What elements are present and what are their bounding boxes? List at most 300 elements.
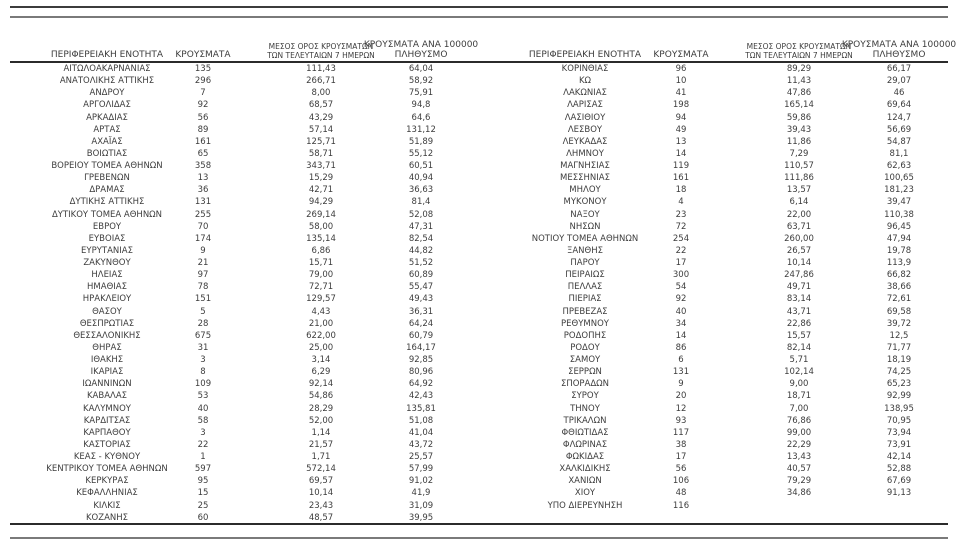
per100k-cell: 12,5	[889, 330, 909, 341]
avg7-cell: 7,00	[789, 403, 809, 414]
cases-cell: 23	[675, 209, 687, 220]
region-cell: ΗΛΕΙΑΣ	[91, 270, 123, 281]
per100k-cell: 91,13	[886, 488, 912, 499]
per100k-cell: 52,88	[886, 464, 912, 475]
per100k-cell: 80,96	[408, 367, 434, 378]
column-header-per100k	[842, 40, 956, 60]
region-cell: ΧΑΛΚΙΔΙΚΗΣ	[559, 464, 611, 475]
avg7-cell: 99,00	[786, 427, 812, 438]
table-row	[496, 463, 956, 475]
cases-cell: 65	[197, 148, 209, 159]
avg7-cell: 1,71	[311, 452, 331, 462]
cases-cell: 92	[675, 294, 687, 305]
cases-cell: 255	[194, 209, 212, 220]
region-cell: ΠΑΡΟΥ	[570, 258, 600, 268]
per100k-cell: 94,8	[411, 100, 431, 111]
avg7-cell: 10,14	[308, 488, 334, 499]
cases-cell: 135	[194, 64, 212, 74]
avg7-cell: 15,29	[308, 173, 334, 184]
cases-cell: 131	[194, 197, 212, 208]
per100k-cell: 67,69	[886, 476, 912, 487]
region-cell: ΜΕΣΣΗΝΙΑΣ	[560, 173, 610, 184]
region-cell: ΝΑΞΟΥ	[570, 209, 600, 220]
avg7-cell: 266,71	[306, 76, 336, 87]
cases-cell: 28	[197, 318, 209, 329]
avg7-cell: 92,14	[308, 379, 334, 390]
avg7-cell: 42,71	[308, 185, 334, 196]
region-cell: ΕΒΡΟΥ	[92, 221, 122, 232]
per100k-cell: 39,72	[886, 318, 912, 329]
region-cell: ΑΝΔΡΟΥ	[89, 88, 125, 99]
per100k-cell: 46	[893, 88, 905, 99]
per100k-cell: 82,54	[408, 233, 434, 244]
cases-cell: 198	[672, 100, 690, 111]
cases-cell: 18	[675, 185, 687, 196]
column-header-region: ΠΕΡΙΦΕΡΕΙΑΚΗ ΕΝΟΤΗΤΑ	[528, 50, 642, 60]
per100k-cell: 100,65	[884, 173, 914, 184]
cases-cell: 72	[675, 221, 687, 232]
left-table	[18, 63, 478, 524]
region-cell: ΚΟΡΙΝΘΙΑΣ	[561, 64, 609, 74]
table-row	[496, 87, 956, 99]
region-cell: ΑΡΚΑΔΙΑΣ	[86, 112, 128, 123]
avg7-cell: 622,00	[306, 330, 336, 341]
table-row	[496, 221, 956, 233]
cases-cell: 3	[200, 427, 206, 438]
table-row	[496, 257, 956, 269]
table-row	[496, 124, 956, 136]
cases-cell: 597	[194, 464, 212, 475]
avg7-cell: 21,00	[308, 318, 334, 329]
left-table-header	[18, 22, 478, 60]
avg7-cell: 72,71	[308, 282, 334, 293]
column-header-region: ΠΕΡΙΦΕΡΕΙΑΚΗ ΕΝΟΤΗΤΑ	[50, 50, 164, 60]
per100k-cell: 110,38	[884, 209, 914, 220]
column-header-per100k-line2: ΠΛΗΘΥΣΜΟ	[872, 50, 926, 60]
per100k-cell: 56,69	[886, 124, 912, 135]
per100k-cell: 39,95	[408, 512, 434, 523]
region-cell: ΚΕΑΣ - ΚΥΘΝΟΥ	[73, 452, 141, 462]
region-cell: ΘΕΣΠΡΩΤΙΑΣ	[79, 318, 135, 329]
cases-cell: 92	[197, 100, 209, 111]
per100k-cell: 31,09	[408, 500, 434, 511]
avg7-cell: 125,71	[306, 136, 336, 147]
region-cell: ΒΟΙΩΤΙΑΣ	[86, 148, 128, 159]
region-cell: ΚΑΣΤΟΡΙΑΣ	[83, 439, 131, 450]
per100k-cell: 51,89	[408, 136, 434, 147]
table-row	[496, 148, 956, 160]
per100k-cell: 81,1	[889, 148, 909, 159]
avg7-cell: 6,14	[789, 197, 809, 208]
top-rule-2	[10, 16, 948, 18]
table-row	[496, 99, 956, 111]
cases-cell: 6	[678, 355, 684, 365]
avg7-cell: 54,86	[308, 391, 334, 402]
cases-cell: 53	[197, 391, 209, 402]
table-row	[496, 172, 956, 184]
table-row	[18, 487, 478, 499]
table-row	[18, 500, 478, 512]
page-bottom-rule	[10, 537, 948, 539]
avg7-cell: 40,57	[786, 464, 812, 475]
cases-cell: 86	[675, 342, 687, 353]
per100k-cell: 181,23	[884, 185, 914, 196]
table-row	[496, 500, 956, 512]
cases-cell: 12	[675, 403, 687, 414]
region-cell: ΣΕΡΡΩΝ	[568, 367, 602, 378]
table-row	[496, 245, 956, 257]
table-row	[18, 403, 478, 415]
cases-cell: 41	[675, 88, 687, 99]
avg7-cell: 83,14	[786, 294, 812, 305]
avg7-cell: 22,86	[786, 318, 812, 329]
avg7-cell: 5,71	[789, 355, 809, 365]
region-cell: ΣΠΟΡΑΔΩΝ	[560, 379, 610, 390]
avg7-cell: 22,00	[786, 209, 812, 220]
table-row	[496, 233, 956, 245]
right-table-header	[496, 22, 956, 60]
cases-cell: 60	[197, 512, 209, 523]
region-cell: ΠΡΕΒΕΖΑΣ	[562, 306, 608, 317]
region-cell: ΧΙΟΥ	[574, 488, 596, 499]
table-row	[496, 451, 956, 463]
region-cell: ΙΘΑΚΗΣ	[90, 355, 124, 365]
cases-cell: 54	[675, 282, 687, 293]
cases-cell: 3	[200, 355, 206, 365]
per100k-cell: 47,94	[886, 233, 912, 244]
table-row	[496, 390, 956, 402]
per100k-cell: 57,99	[408, 464, 434, 475]
region-cell: ΒΟΡΕΙΟΥ ΤΟΜΕΑ ΑΘΗΝΩΝ	[51, 161, 163, 171]
region-cell: ΗΡΑΚΛΕΙΟΥ	[82, 294, 132, 305]
avg7-cell: 102,14	[784, 367, 814, 378]
region-cell: ΣΥΡΟΥ	[571, 391, 599, 402]
cases-cell: 174	[194, 233, 212, 244]
cases-cell: 97	[197, 270, 209, 281]
per100k-cell: 42,43	[408, 391, 434, 402]
region-cell: ΑΡΤΑΣ	[93, 124, 121, 135]
avg7-cell: 89,29	[786, 64, 812, 74]
per100k-cell: 60,89	[408, 270, 434, 281]
per100k-cell: 164,17	[406, 342, 436, 353]
table-row	[18, 136, 478, 148]
region-cell: ΙΩΑΝΝΙΝΩΝ	[82, 379, 132, 390]
avg7-cell: 1,14	[311, 427, 331, 438]
table-row	[18, 512, 478, 524]
avg7-cell: 76,86	[786, 415, 812, 426]
per100k-cell: 19,78	[886, 245, 912, 256]
cases-cell: 254	[672, 233, 690, 244]
region-cell: ΠΙΕΡΙΑΣ	[568, 294, 602, 305]
table-row	[18, 378, 478, 390]
per100k-cell: 64,92	[408, 379, 434, 390]
per100k-cell: 64,6	[411, 112, 431, 123]
per100k-cell: 41,9	[411, 488, 431, 499]
per100k-cell: 65,23	[886, 379, 912, 390]
cases-cell: 358	[194, 161, 212, 171]
avg7-cell: 58,71	[308, 148, 334, 159]
column-header-avg7-line1: ΜΕΣΟΣ ΟΡΟΣ ΚΡΟΥΣΜΑΤΩΝ	[268, 42, 374, 51]
region-cell: ΡΟΔΟΠΗΣ	[563, 330, 607, 341]
column-header-per100k-line1: ΚΡΟΥΣΜΑΤΑ ΑΝΑ 100000	[363, 40, 479, 50]
cases-cell: 17	[675, 258, 687, 268]
table-row	[18, 148, 478, 160]
table-row	[496, 475, 956, 487]
per100k-cell: 113,9	[886, 258, 912, 268]
avg7-cell: 110,57	[784, 161, 814, 171]
per100k-cell: 42,14	[886, 452, 912, 462]
table-row	[18, 245, 478, 257]
table-row	[18, 172, 478, 184]
avg7-cell: 11,43	[786, 76, 812, 87]
cases-cell: 9	[200, 245, 206, 256]
avg7-cell: 6,86	[311, 245, 331, 256]
table-row	[496, 269, 956, 281]
table-row	[496, 403, 956, 415]
avg7-cell: 572,14	[306, 464, 336, 475]
table-row	[496, 306, 956, 318]
per100k-cell: 75,91	[408, 88, 434, 99]
region-cell: ΣΑΜΟΥ	[569, 355, 601, 365]
avg7-cell: 59,86	[786, 112, 812, 123]
cases-cell: 109	[194, 379, 212, 390]
cases-cell: 14	[675, 330, 687, 341]
per100k-cell: 58,92	[408, 76, 434, 87]
per100k-cell: 60,51	[408, 161, 434, 171]
per100k-cell: 40,94	[408, 173, 434, 184]
cases-cell: 22	[675, 245, 687, 256]
table-row	[496, 318, 956, 330]
per100k-cell: 38,66	[886, 282, 912, 293]
cases-cell: 56	[197, 112, 209, 123]
avg7-cell: 28,29	[308, 403, 334, 414]
region-cell: ΗΜΑΘΙΑΣ	[87, 282, 127, 293]
cases-cell: 94	[675, 112, 687, 123]
cases-cell: 25	[197, 500, 209, 511]
column-header-per100k	[364, 40, 478, 60]
avg7-cell: 49,71	[786, 282, 812, 293]
region-cell: ΤΡΙΚΑΛΩΝ	[563, 415, 607, 426]
cases-cell: 13	[197, 173, 209, 184]
region-cell: ΙΚΑΡΙΑΣ	[90, 367, 124, 378]
per100k-cell: 25,57	[408, 452, 434, 462]
region-cell: ΛΑΣΙΘΙΟΥ	[564, 112, 606, 123]
cases-cell: 96	[675, 64, 687, 74]
table-row	[18, 342, 478, 354]
table-row	[18, 390, 478, 402]
cases-cell: 38	[675, 439, 687, 450]
region-cell: ΤΗΝΟΥ	[570, 403, 600, 414]
table-row	[18, 330, 478, 342]
table-row	[18, 75, 478, 87]
region-cell: ΡΟΔΟΥ	[570, 342, 600, 353]
region-cell: ΔΥΤΙΚΗΣ ΑΤΤΙΚΗΣ	[69, 197, 145, 208]
per100k-cell: 66,17	[886, 64, 912, 74]
per100k-cell: 49,43	[408, 294, 434, 305]
cases-cell: 106	[672, 476, 690, 487]
table-row	[18, 281, 478, 293]
avg7-cell: 129,57	[306, 294, 336, 305]
per100k-cell: 92,85	[408, 355, 434, 365]
table-row	[496, 112, 956, 124]
avg7-cell: 82,14	[786, 342, 812, 353]
table-row	[18, 306, 478, 318]
per100k-cell: 36,31	[408, 306, 434, 317]
table-row	[18, 99, 478, 111]
cases-cell: 131	[672, 367, 690, 378]
region-cell: ΘΑΣΟΥ	[92, 306, 122, 317]
per100k-cell: 64,24	[408, 318, 434, 329]
cases-cell: 300	[672, 270, 690, 281]
table-row	[496, 209, 956, 221]
cases-cell: 10	[675, 76, 687, 87]
per100k-cell: 55,47	[408, 282, 434, 293]
region-cell: ΚΕΝΤΡΙΚΟΥ ΤΟΜΕΑ ΑΘΗΝΩΝ	[46, 464, 168, 475]
region-cell: ΞΑΝΘΗΣ	[567, 245, 603, 256]
avg7-cell: 260,00	[784, 233, 814, 244]
region-cell: ΧΑΝΙΩΝ	[568, 476, 602, 487]
table-row	[496, 293, 956, 305]
per100k-cell: 91,02	[408, 476, 434, 487]
region-cell: ΚΙΛΚΙΣ	[93, 500, 121, 511]
region-cell: ΚΑΛΥΜΝΟΥ	[83, 403, 131, 414]
per100k-cell: 74,25	[886, 367, 912, 378]
region-cell: ΥΠΟ ΔΙΕΡΕΥΝΗΣΗ	[547, 500, 623, 511]
region-cell: ΛΑΚΩΝΙΑΣ	[563, 88, 607, 99]
region-cell: ΔΡΑΜΑΣ	[89, 185, 125, 196]
per100k-cell: 39,47	[886, 197, 912, 208]
cases-cell: 151	[194, 294, 212, 305]
avg7-cell: 47,86	[786, 88, 812, 99]
region-cell: ΛΕΣΒΟΥ	[567, 124, 603, 135]
table-row	[18, 221, 478, 233]
avg7-cell: 21,57	[308, 439, 334, 450]
per100k-cell: 73,94	[886, 427, 912, 438]
avg7-cell: 343,71	[306, 161, 336, 171]
cases-cell: 21	[197, 258, 209, 268]
avg7-cell: 39,43	[786, 124, 812, 135]
table-row	[18, 87, 478, 99]
cases-cell: 40	[675, 306, 687, 317]
avg7-cell: 13,43	[786, 452, 812, 462]
table-row	[18, 209, 478, 221]
avg7-cell: 58,00	[308, 221, 334, 232]
cases-cell: 4	[678, 197, 684, 208]
per100k-cell: 66,82	[886, 270, 912, 281]
per100k-cell: 138,95	[884, 403, 914, 414]
per100k-cell: 71,77	[886, 342, 912, 353]
avg7-cell: 7,29	[789, 148, 809, 159]
cases-cell: 1	[200, 452, 206, 462]
avg7-cell: 52,00	[308, 415, 334, 426]
cases-cell: 89	[197, 124, 209, 135]
region-cell: ΕΥΡΥΤΑΝΙΑΣ	[81, 245, 133, 256]
avg7-cell: 111,43	[306, 64, 336, 74]
cases-cell: 675	[194, 330, 212, 341]
per100k-cell: 72,61	[886, 294, 912, 305]
avg7-cell: 43,71	[786, 306, 812, 317]
cases-cell: 40	[197, 403, 209, 414]
cases-cell: 31	[197, 342, 209, 353]
avg7-cell: 48,57	[308, 512, 334, 523]
per100k-cell: 69,64	[886, 100, 912, 111]
per100k-cell: 62,63	[886, 161, 912, 171]
table-row	[18, 439, 478, 451]
column-header-avg7-line2: ΤΩΝ ΤΕΛΕΥΤΑΙΩΝ 7 ΗΜΕΡΩΝ	[745, 50, 853, 60]
avg7-cell: 25,00	[308, 342, 334, 353]
per100k-cell: 135,81	[406, 403, 436, 414]
region-cell: ΜΑΓΝΗΣΙΑΣ	[560, 161, 610, 171]
region-cell: ΚΟΖΑΝΗΣ	[85, 512, 129, 523]
cases-cell: 14	[675, 148, 687, 159]
region-cell: ΜΥΚΟΝΟΥ	[563, 197, 607, 208]
per100k-cell: 131,12	[406, 124, 436, 135]
cases-cell: 13	[675, 136, 687, 147]
region-cell: ΜΗΛΟΥ	[569, 185, 601, 196]
table-row	[496, 415, 956, 427]
avg7-cell: 6,29	[311, 367, 331, 378]
region-cell: ΚΩ	[578, 76, 592, 87]
column-header-cases: ΚΡΟΥΣΜΑΤΑ	[653, 50, 709, 60]
region-cell: ΑΝΑΤΟΛΙΚΗΣ ΑΤΤΙΚΗΣ	[59, 76, 155, 87]
table-row	[18, 233, 478, 245]
avg7-cell: 8,00	[311, 88, 331, 99]
region-cell: ΔΥΤΙΚΟΥ ΤΟΜΕΑ ΑΘΗΝΩΝ	[51, 209, 163, 220]
region-cell: ΝΟΤΙΟΥ ΤΟΜΕΑ ΑΘΗΝΩΝ	[531, 233, 639, 244]
region-cell: ΕΥΒΟΙΑΣ	[88, 233, 126, 244]
table-row	[18, 318, 478, 330]
table-row	[496, 439, 956, 451]
per100k-cell: 64,04	[408, 64, 434, 74]
cases-cell: 161	[672, 173, 690, 184]
column-header-cases: ΚΡΟΥΣΜΑΤΑ	[175, 50, 231, 60]
avg7-cell: 94,29	[308, 197, 334, 208]
avg7-cell: 79,00	[308, 270, 334, 281]
region-cell: ΚΑΡΔΙΤΣΑΣ	[83, 415, 131, 426]
cases-cell: 17	[675, 452, 687, 462]
cases-cell: 20	[675, 391, 687, 402]
region-cell: ΝΗΣΩΝ	[569, 221, 601, 232]
region-cell: ΚΑΡΠΑΘΟΥ	[83, 427, 131, 438]
cases-cell: 117	[672, 427, 690, 438]
table-row	[496, 342, 956, 354]
column-header-avg7-line1: ΜΕΣΟΣ ΟΡΟΣ ΚΡΟΥΣΜΑΤΩΝ	[746, 42, 852, 51]
per100k-cell: 81,4	[411, 197, 431, 208]
per100k-cell: 43,72	[408, 439, 434, 450]
avg7-cell: 22,29	[786, 439, 812, 450]
cases-cell: 95	[197, 476, 209, 487]
table-row	[18, 463, 478, 475]
per100k-cell: 60,79	[408, 330, 434, 341]
avg7-cell: 165,14	[784, 100, 814, 111]
cases-cell: 78	[197, 282, 209, 293]
column-header-avg7	[745, 43, 853, 60]
region-cell: ΦΩΚΙΔΑΣ	[565, 452, 605, 462]
top-rule-1	[10, 6, 948, 8]
cases-cell: 161	[194, 136, 212, 147]
per100k-cell: 29,07	[886, 76, 912, 87]
table-row	[18, 63, 478, 75]
avg7-cell: 15,57	[786, 330, 812, 341]
avg7-cell: 11,86	[786, 136, 812, 147]
table-row	[496, 427, 956, 439]
cases-cell: 58	[197, 415, 209, 426]
per100k-cell: 69,58	[886, 306, 912, 317]
region-cell: ΛΗΜΝΟΥ	[566, 148, 604, 159]
column-header-avg7	[267, 43, 375, 60]
table-row	[18, 415, 478, 427]
table-row	[18, 112, 478, 124]
